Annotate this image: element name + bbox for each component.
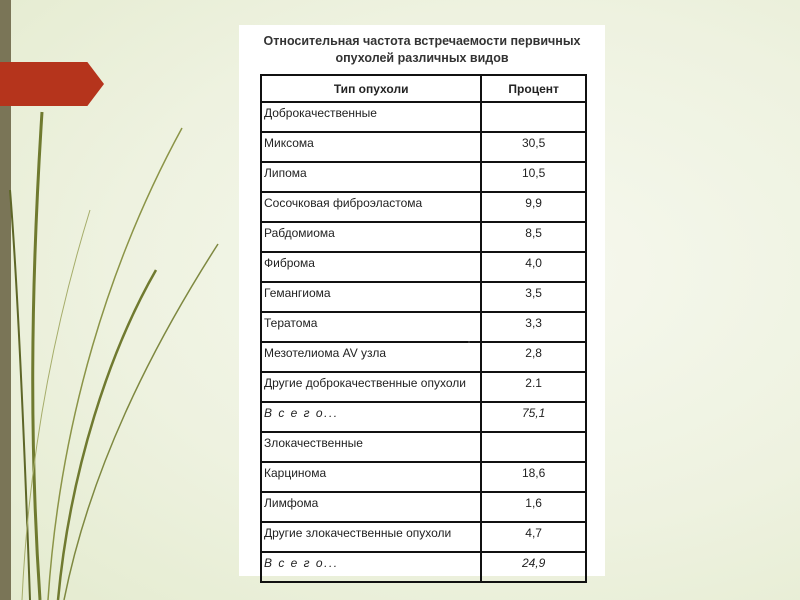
percent-cell: 10,5 bbox=[481, 162, 586, 192]
table-row bbox=[261, 132, 586, 162]
tumor-type-cell: Доброкачественные bbox=[261, 102, 481, 132]
table-row bbox=[261, 162, 586, 192]
percent-cell: 3,3 bbox=[481, 312, 586, 342]
header-type: Тип опухоли bbox=[261, 75, 481, 102]
red-arrow-accent bbox=[0, 62, 104, 106]
tumor-type-cell: В с е г о... bbox=[261, 402, 481, 432]
table-row bbox=[261, 372, 586, 402]
table-row bbox=[261, 312, 586, 342]
stray-dot bbox=[468, 341, 470, 343]
table-row bbox=[261, 342, 586, 372]
tumor-type-cell: Фиброма bbox=[261, 252, 481, 282]
percent-cell: 75,1 bbox=[481, 402, 586, 432]
percent-cell bbox=[481, 432, 586, 462]
table-row bbox=[261, 522, 586, 552]
table-row bbox=[261, 492, 586, 522]
tumor-type-cell: В с е г о... bbox=[261, 552, 481, 582]
tumor-type-cell: Тератома bbox=[261, 312, 481, 342]
tumor-type-cell: Лимфома bbox=[261, 492, 481, 522]
percent-cell: 8,5 bbox=[481, 222, 586, 252]
tumor-type-cell: Мезотелиома AV узла bbox=[261, 342, 481, 372]
tumor-type-cell: Другие доброкачественные опухоли bbox=[261, 372, 481, 402]
tumor-type-cell: Миксома bbox=[261, 132, 481, 162]
table-header-row bbox=[261, 75, 586, 102]
table-row bbox=[261, 462, 586, 492]
tumor-type-cell: Липома bbox=[261, 162, 481, 192]
table-card bbox=[239, 25, 605, 576]
tumor-type-cell: Сосочковая фиброэластома bbox=[261, 192, 481, 222]
percent-cell: 3,5 bbox=[481, 282, 586, 312]
percent-cell: 4,0 bbox=[481, 252, 586, 282]
table-row bbox=[261, 192, 586, 222]
table-row bbox=[261, 102, 586, 132]
percent-cell: 18,6 bbox=[481, 462, 586, 492]
header-percent: Процент bbox=[481, 75, 586, 102]
tumor-type-cell: Злокачественные bbox=[261, 432, 481, 462]
percent-cell bbox=[481, 102, 586, 132]
percent-cell: 9,9 bbox=[481, 192, 586, 222]
table-row bbox=[261, 252, 586, 282]
tumor-type-cell: Другие злокачественные опухоли bbox=[261, 522, 481, 552]
table-row bbox=[261, 222, 586, 252]
table-row bbox=[261, 552, 586, 582]
table-title: Относительная частота встречаемости первичных опухолей различных видов bbox=[263, 34, 581, 65]
percent-cell: 2,8 bbox=[481, 342, 586, 372]
percent-cell: 30,5 bbox=[481, 132, 586, 162]
percent-cell: 24,9 bbox=[481, 552, 586, 582]
tumor-type-cell: Рабдомиома bbox=[261, 222, 481, 252]
table-row bbox=[261, 432, 586, 462]
percent-cell: 4,7 bbox=[481, 522, 586, 552]
table-row bbox=[261, 282, 586, 312]
tumor-type-cell: Карцинома bbox=[261, 462, 481, 492]
tumor-type-cell: Гемангиома bbox=[261, 282, 481, 312]
table-row bbox=[261, 402, 586, 432]
percent-cell: 1,6 bbox=[481, 492, 586, 522]
tumor-frequency-table bbox=[260, 74, 587, 583]
percent-cell: 2.1 bbox=[481, 372, 586, 402]
